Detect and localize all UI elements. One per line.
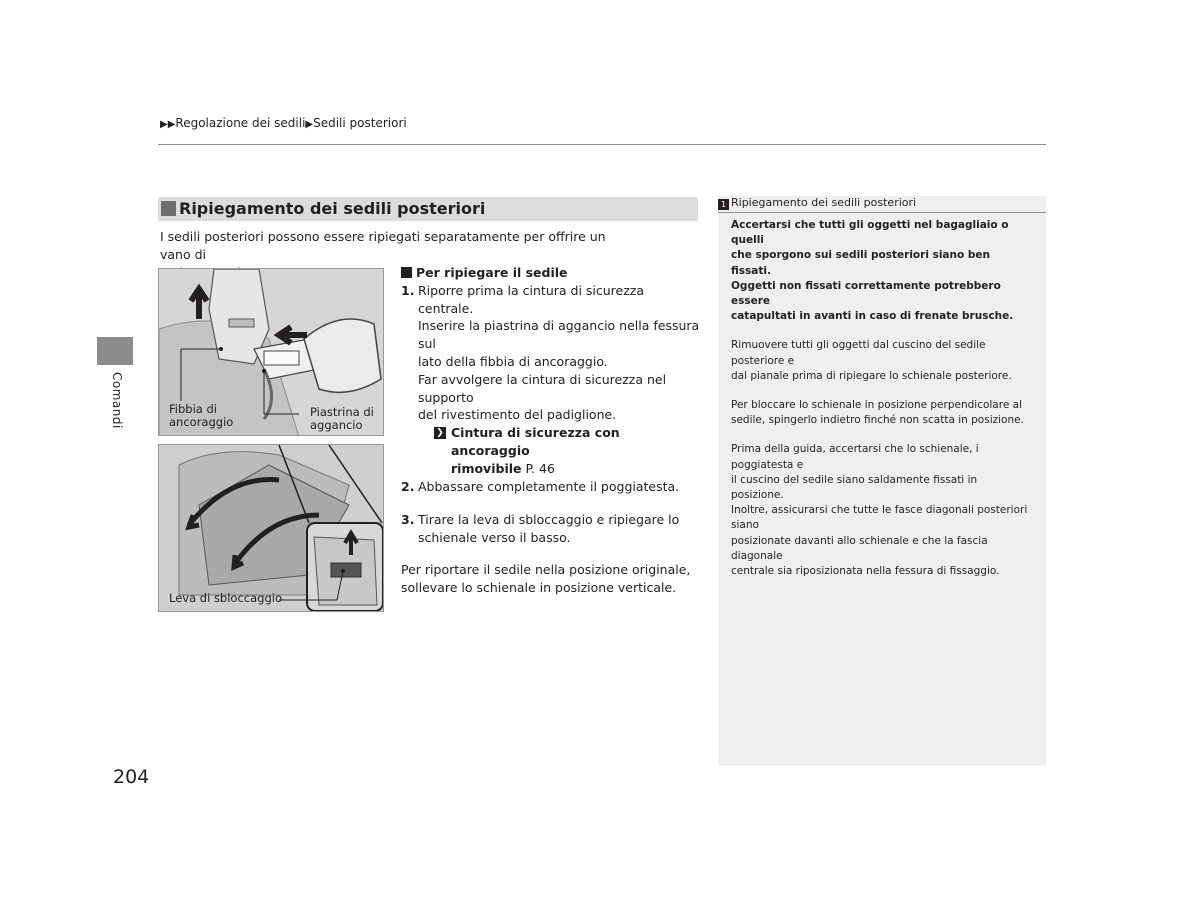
side-note-header (718, 196, 1046, 213)
step-3 (401, 511, 701, 547)
chapter-tab-label: Comandi (110, 372, 124, 429)
label-line: ancoraggio (169, 415, 234, 429)
note-line: il cuscino del sedile siano saldamente fissati in posizione. (731, 473, 978, 502)
label-line: aggancio (310, 418, 363, 432)
note-line: dal pianale prima di ripiegare lo schienale posteriore. (731, 369, 1012, 382)
seatbelt-buckle-illustration (158, 268, 384, 436)
step-1 (401, 282, 701, 424)
seat-folding-illustration (158, 444, 384, 612)
step-line: Riporre prima la cintura di sicurezza centrale. (418, 282, 645, 316)
step-line: schienale verso il basso. (418, 530, 571, 546)
side-note-body (731, 218, 1031, 593)
section-title: Ripiegamento dei sedili posteriori (179, 199, 486, 218)
label-latch-plate (310, 406, 374, 432)
section-title-bar (158, 197, 698, 221)
chapter-tab-marker (97, 337, 133, 365)
restore-line: Per riportare il sedile nella posizione originale, (401, 561, 691, 577)
breadcrumb-arrow-icon: ▶ (305, 119, 314, 130)
warning-line: Accertarsi che tutti gli oggetti nel bagagliaio o quelli (731, 219, 1009, 247)
restore-line: sollevare lo schienale in posizione verticale. (401, 579, 677, 595)
note-paragraph (731, 398, 1031, 428)
warning-line: che sporgono sui sedili posteriori siano ben fissati. (731, 249, 990, 277)
warning-line: Oggetti non fissati correttamente potrebbero essere (731, 279, 1001, 308)
reference-page[interactable]: P. 46 (521, 460, 555, 476)
step-number: 2. (401, 478, 415, 494)
step-line: Abbassare completamente il poggiatesta. (418, 478, 680, 494)
step-number: 3. (401, 512, 415, 528)
note-line: Inoltre, assicurarsi che tutte le fasce diagonali posteriori siano (731, 504, 1028, 532)
step-line: del rivestimento del padiglione. (418, 407, 617, 423)
page-number: 204 (113, 766, 150, 788)
warning-line: catapultati in avanti in caso di frenate brusche. (731, 310, 1014, 323)
note-line: sedile, spingerlo indietro finché non scatta in posizione. (731, 414, 1024, 427)
step-line: lato della fibbia di ancoraggio. (418, 353, 608, 369)
reference-title[interactable]: Cintura di sicurezza con ancoraggio (451, 425, 620, 458)
reference-arrow-icon: ❯ (434, 427, 446, 439)
step-number: 1. (401, 282, 415, 298)
note-paragraph (731, 338, 1031, 384)
step-line: Far avvolgere la cintura di sicurezza nel supporto (418, 371, 667, 405)
step-line: Tirare la leva di sbloccaggio e ripiegare lo (418, 512, 680, 528)
note-line: posizionate davanti allo schienale e che la fascia diagonale (731, 534, 988, 562)
breadcrumb-arrow-icon: ▶▶ (160, 119, 176, 130)
note-line: Per bloccare lo schienale in posizione perpendicolare al (731, 399, 1022, 412)
procedure-heading-text: Per ripiegare il sedile (416, 265, 568, 280)
folding-procedure (401, 264, 701, 597)
note-line: centrale sia riposizionata nella fessura di fissaggio. (731, 565, 1000, 578)
label-line: Fibbia di (169, 402, 217, 416)
note-line: Rimuovere tutti gli oggetti dal cuscino del sedile posteriore e (731, 339, 986, 367)
heading-square-icon (401, 267, 412, 278)
note-reference-icon: 1 (718, 199, 729, 210)
procedure-heading (401, 264, 701, 282)
label-line: Piastrina di (310, 405, 374, 419)
note-paragraph (731, 442, 1031, 579)
section-square-icon (161, 201, 176, 216)
header-divider (158, 144, 1046, 145)
safety-warning (731, 218, 1031, 324)
breadcrumb (160, 116, 407, 130)
breadcrumb-item-seat-adjust[interactable]: Regolazione dei sedili (175, 116, 306, 130)
step-2 (401, 478, 701, 496)
cross-reference-link[interactable] (401, 424, 701, 477)
note-line: Prima della guida, accertarsi che lo schienale, i poggiatesta e (731, 443, 979, 471)
reference-title[interactable]: rimovibile (451, 460, 522, 476)
restore-paragraph (401, 561, 701, 597)
step-line: Inserire la piastrina di aggancio nella fessura sul (418, 318, 700, 352)
label-release-lever: Leva di sbloccaggio (169, 591, 282, 605)
label-anchor-buckle (169, 403, 233, 429)
seat-folding-drawing (159, 445, 384, 612)
breadcrumb-item-rear-seats[interactable]: Sedili posteriori (313, 116, 407, 130)
side-note-title: Ripiegamento dei sedili posteriori (731, 196, 917, 209)
intro-line: I sedili posteriori possono essere ripiegati separatamente per offrire un vano di (160, 229, 606, 262)
